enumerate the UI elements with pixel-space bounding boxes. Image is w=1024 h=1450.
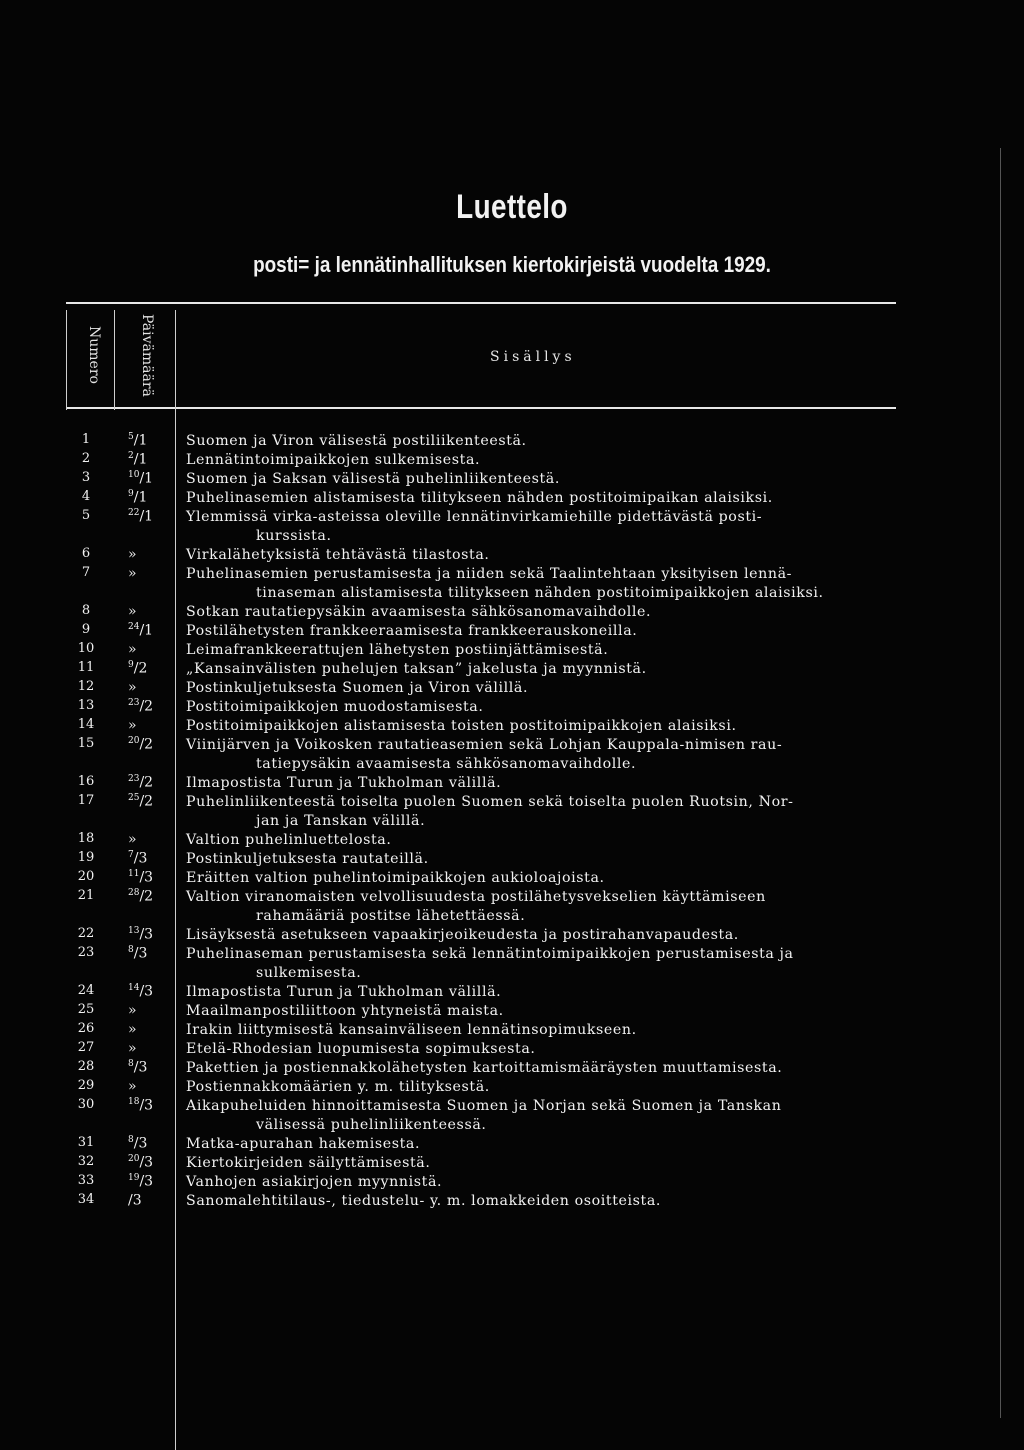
row-content	[186, 546, 896, 565]
row-content-line: Puhelinliikenteestä toiselta puolen Suomen sekä toiselta puolen Ruotsin, Nor-	[186, 794, 794, 810]
row-content-line: Sotkan rautatiepysäkin avaamisesta sähkösanomavaihdolle.	[186, 604, 652, 620]
table-row	[0, 1021, 1024, 1040]
row-content-line: Irakin liittymisestä kansainväliseen lennätinsopimukseen.	[186, 1022, 637, 1038]
row-content	[186, 641, 896, 660]
row-content-line: Viinijärven ja Voikosken rautatieasemien sekä Lohjan Kauppala-nimisen rau-	[186, 737, 783, 753]
row-number: 27	[77, 1040, 95, 1055]
row-date-month: /1	[133, 489, 148, 506]
row-date-day: 2	[128, 451, 134, 461]
row-number: 9	[81, 622, 91, 637]
row-content-line: Postitoimipaikkojen muodostamisesta.	[186, 699, 484, 715]
table-row	[0, 1192, 1024, 1211]
row-date	[128, 774, 172, 791]
table-row	[0, 622, 1024, 641]
row-date-day: 5	[128, 432, 134, 442]
row-number: 11	[77, 660, 95, 675]
row-date	[128, 622, 172, 639]
row-date	[128, 926, 172, 943]
row-number: 8	[81, 603, 91, 618]
table-row	[0, 1135, 1024, 1154]
row-date-month: /3	[133, 945, 148, 962]
row-number: 2	[81, 451, 91, 466]
row-content	[186, 660, 896, 679]
row-content-line: Valtion viranomaisten velvollisuudesta postilähetysvekselien käyttämiseen	[186, 889, 766, 905]
row-content	[186, 1097, 896, 1135]
row-date	[128, 565, 172, 582]
row-content-line: Leimafrankkeerattujen lähetysten postiinjättämisestä.	[186, 642, 609, 658]
row-content-line: Postiennakkomäärien y. m. tilityksestä.	[186, 1079, 490, 1095]
row-number: 24	[77, 983, 95, 998]
table-row	[0, 1040, 1024, 1059]
row-date-day: 22	[128, 508, 140, 518]
row-number: 3	[81, 470, 91, 485]
row-date	[128, 1173, 172, 1190]
column-divider-left	[66, 310, 67, 410]
row-date-month: »	[128, 1002, 137, 1019]
row-content	[186, 926, 896, 945]
row-date-month: »	[128, 1078, 137, 1095]
row-number: 25	[77, 1002, 95, 1017]
table-row	[0, 470, 1024, 489]
row-date	[128, 1135, 172, 1152]
row-content-continuation: välisessä puhelinliikenteessä.	[256, 1117, 487, 1133]
row-date	[128, 869, 172, 886]
row-date-month: »	[128, 641, 137, 658]
row-number: 22	[77, 926, 95, 941]
table-row	[0, 660, 1024, 679]
row-number: 14	[77, 717, 95, 732]
row-date-day: 8	[128, 945, 134, 955]
row-date-month: /3	[128, 1192, 142, 1209]
row-content-line: Aikapuheluiden hinnoittamisesta Suomen ja Norjan sekä Suomen ja Tanskan	[186, 1098, 782, 1114]
row-date-month: /3	[133, 1135, 148, 1152]
table-row	[0, 679, 1024, 698]
row-date-day: 11	[128, 869, 140, 879]
row-number: 12	[77, 679, 95, 694]
row-content-line: „Kansainvälisten puhelujen taksan” jakelusta ja myynnistä.	[186, 661, 647, 677]
row-number: 33	[77, 1173, 95, 1188]
row-number: 18	[77, 831, 95, 846]
row-date-month: /1	[133, 432, 148, 449]
row-content-line: Etelä-Rhodesian luopumisesta sopimuksesta.	[186, 1041, 536, 1057]
row-date-month: »	[128, 831, 137, 848]
row-content	[186, 1040, 896, 1059]
row-content-line: Puhelinasemien alistamisesta tilitykseen nähden postitoimipaikan alaisiksi.	[186, 490, 773, 506]
row-content-continuation: sulkemisesta.	[256, 965, 362, 981]
row-number: 16	[77, 774, 95, 789]
row-date	[128, 489, 172, 506]
table-row	[0, 1059, 1024, 1078]
row-content	[186, 451, 896, 470]
row-content	[186, 831, 896, 850]
row-date-day: 23	[128, 698, 140, 708]
row-date	[128, 432, 172, 449]
contents-table	[0, 432, 1024, 1211]
row-date-month: /1	[139, 508, 154, 525]
row-content-line: Ylemmissä virka-asteissa oleville lennätinvirkamiehille pidettävästä posti-	[186, 509, 763, 525]
row-content	[186, 1021, 896, 1040]
row-content-line: Pakettien ja postiennakkolähetysten kartoittamismääräysten muuttamisesta.	[186, 1060, 783, 1076]
row-content-line: Postinkuljetuksesta Suomen ja Viron välillä.	[186, 680, 529, 696]
row-date	[128, 1059, 172, 1076]
row-date	[128, 983, 172, 1000]
row-number: 1	[81, 432, 91, 447]
row-number: 26	[77, 1021, 95, 1036]
row-date-day: 19	[128, 1173, 140, 1183]
row-date	[128, 736, 172, 753]
row-number: 13	[77, 698, 95, 713]
row-content-line: Puhelinaseman perustamisesta sekä lennätintoimipaikkojen perustamisesta ja	[186, 946, 794, 962]
top-rule	[66, 302, 896, 304]
table-row	[0, 793, 1024, 831]
row-number: 21	[77, 888, 95, 903]
row-content-line: Lisäyksestä asetukseen vapaakirjeoikeudesta ja postirahanvapaudesta.	[186, 927, 739, 943]
row-number: 5	[81, 508, 91, 523]
header-rule	[66, 407, 896, 409]
row-date-day: 8	[128, 1059, 134, 1069]
row-number: 28	[77, 1059, 95, 1074]
row-date-month: /2	[139, 736, 154, 753]
row-number: 30	[77, 1097, 95, 1112]
row-content	[186, 1173, 896, 1192]
table-row	[0, 451, 1024, 470]
row-date-month: /2	[133, 660, 148, 677]
row-content	[186, 622, 896, 641]
table-row	[0, 1173, 1024, 1192]
row-content-continuation: tinaseman alistamisesta tilitykseen nähden postitoimipaikkojen alaisiksi.	[256, 585, 824, 601]
row-date	[128, 1021, 172, 1038]
row-date-month: /1	[133, 451, 148, 468]
table-row	[0, 489, 1024, 508]
row-content-line: Matka-apurahan hakemisesta.	[186, 1136, 421, 1152]
row-content-continuation: rahamääriä postitse lähetettäessä.	[256, 908, 526, 924]
row-date-month: /3	[133, 850, 148, 867]
row-content-line: Ilmapostista Turun ja Tukholman välillä.	[186, 775, 502, 791]
row-content-line: Vanhojen asiakirjojen myynnistä.	[186, 1174, 443, 1190]
column-header-paivamaara: Päivämäärä	[139, 314, 155, 397]
row-date-month: /3	[139, 926, 154, 943]
row-content	[186, 869, 896, 888]
row-date-month: /3	[139, 1097, 154, 1114]
table-row	[0, 774, 1024, 793]
row-date-month: /1	[139, 470, 154, 487]
row-date-month: /3	[139, 1154, 154, 1171]
row-content-line: Kiertokirjeiden säilyttämisestä.	[186, 1155, 431, 1171]
table-row	[0, 546, 1024, 565]
row-content-line: Maailmanpostiliittoon yhtyneistä maista.	[186, 1003, 504, 1019]
row-content	[186, 736, 896, 774]
row-date-month: /1	[139, 622, 154, 639]
table-row	[0, 432, 1024, 451]
row-date	[128, 470, 172, 487]
page-subtitle: posti= ja lennätinhallituksen kiertokirjeistä vuodelta 1929.	[253, 252, 771, 277]
row-content-line: Ilmapostista Turun ja Tukholman välillä.	[186, 984, 502, 1000]
row-number: 4	[81, 489, 91, 504]
row-date	[128, 451, 172, 468]
row-content-line: Puhelinasemien perustamisesta ja niiden sekä Taalintehtaan yksityisen lennä-	[186, 566, 793, 582]
row-date-month: /3	[139, 869, 154, 886]
row-content-continuation: tatiepysäkin avaamisesta sähkösanomavaihdolle.	[256, 756, 637, 772]
table-row	[0, 869, 1024, 888]
row-content	[186, 1059, 896, 1078]
row-date-month: /3	[133, 1059, 148, 1076]
table-row	[0, 698, 1024, 717]
row-date-day: 24	[128, 622, 140, 632]
row-number: 23	[77, 945, 95, 960]
row-date-month: /2	[139, 774, 154, 791]
row-content	[186, 945, 896, 983]
table-row	[0, 926, 1024, 945]
row-content-line: Sanomalehtitilaus-, tiedustelu- y. m. lomakkeiden osoitteista.	[186, 1193, 662, 1209]
row-date	[128, 1192, 172, 1209]
row-date-day: 25	[128, 793, 140, 803]
row-date-day: 14	[128, 983, 140, 993]
row-content-line: Suomen ja Viron välisestä postiliikenteestä.	[186, 433, 527, 449]
row-date-day: 10	[128, 470, 140, 480]
row-content-continuation: jan ja Tanskan välillä.	[256, 813, 426, 829]
row-number: 6	[81, 546, 91, 561]
row-date-day: 7	[128, 850, 134, 860]
row-content-line: Postitoimipaikkojen alistamisesta toisten postitoimipaikkojen alaisiksi.	[186, 718, 737, 734]
row-content	[186, 489, 896, 508]
table-row	[0, 888, 1024, 926]
table-row	[0, 1002, 1024, 1021]
row-number: 17	[77, 793, 95, 808]
row-number: 19	[77, 850, 95, 865]
row-date-day: 23	[128, 774, 140, 784]
row-date-day: 28	[128, 888, 140, 898]
row-content	[186, 603, 896, 622]
row-date-month: /2	[139, 793, 154, 810]
row-date	[128, 679, 172, 696]
row-date-day: 8	[128, 1135, 134, 1145]
row-content	[186, 565, 896, 603]
row-date-day: 20	[128, 1154, 140, 1164]
table-row	[0, 1154, 1024, 1173]
row-date-month: »	[128, 679, 137, 696]
table-row	[0, 1078, 1024, 1097]
column-header-numero: Numero	[86, 326, 102, 384]
row-date-day: 9	[128, 660, 134, 670]
row-date-month: »	[128, 603, 137, 620]
row-date	[128, 1002, 172, 1019]
row-date	[128, 888, 172, 905]
row-content-line: Postilähetysten frankkeeraamisesta frankkeerauskoneilla.	[186, 623, 638, 639]
row-content	[186, 470, 896, 489]
row-content	[186, 793, 896, 831]
row-content	[186, 1192, 896, 1211]
row-date	[128, 660, 172, 677]
row-content	[186, 774, 896, 793]
row-date	[128, 1040, 172, 1057]
row-date-day: 13	[128, 926, 140, 936]
row-content-line: Valtion puhelinluettelosta.	[186, 832, 392, 848]
row-date-month: »	[128, 1021, 137, 1038]
table-row	[0, 603, 1024, 622]
row-content-continuation: kurssista.	[256, 528, 332, 544]
row-number: 31	[77, 1135, 95, 1150]
row-content	[186, 698, 896, 717]
row-date	[128, 945, 172, 962]
row-content	[186, 1135, 896, 1154]
row-content	[186, 888, 896, 926]
row-date-day: 20	[128, 736, 140, 746]
table-row	[0, 983, 1024, 1002]
row-content-line: Eräitten valtion puhelintoimipaikkojen aukioloajoista.	[186, 870, 605, 886]
table-row	[0, 565, 1024, 603]
row-date	[128, 603, 172, 620]
table-row	[0, 717, 1024, 736]
row-date-month: »	[128, 546, 137, 563]
row-number: 10	[77, 641, 95, 656]
row-number: 29	[77, 1078, 95, 1093]
row-date	[128, 1097, 172, 1114]
row-date	[128, 641, 172, 658]
row-date-month: /3	[139, 983, 154, 1000]
row-content-line: Lennätintoimipaikkojen sulkemisesta.	[186, 452, 481, 468]
row-content	[186, 1078, 896, 1097]
table-row	[0, 1097, 1024, 1135]
row-content	[186, 508, 896, 546]
row-content-line: Virkalähetyksistä tehtävästä tilastosta.	[186, 547, 490, 563]
row-date-month: »	[128, 717, 137, 734]
row-content	[186, 717, 896, 736]
row-content-line: Suomen ja Saksan välisestä puhelinliikenteestä.	[186, 471, 560, 487]
row-number: 32	[77, 1154, 95, 1169]
row-content	[186, 1154, 896, 1173]
row-number: 34	[77, 1192, 95, 1207]
row-date-month: /2	[139, 888, 154, 905]
row-date	[128, 508, 172, 525]
row-date-month: /2	[139, 698, 154, 715]
row-date	[128, 1154, 172, 1171]
row-date-month: /3	[139, 1173, 154, 1190]
row-number: 7	[81, 565, 91, 580]
row-content	[186, 432, 896, 451]
row-content	[186, 983, 896, 1002]
table-row	[0, 945, 1024, 983]
table-row	[0, 641, 1024, 660]
row-date-day: 18	[128, 1097, 140, 1107]
row-date	[128, 717, 172, 734]
row-date	[128, 698, 172, 715]
column-divider-numero	[114, 310, 115, 410]
row-date	[128, 850, 172, 867]
row-date	[128, 793, 172, 810]
column-header-sisallys: Sisällys	[490, 349, 576, 365]
row-content-line: Postinkuljetuksesta rautateillä.	[186, 851, 429, 867]
row-content	[186, 679, 896, 698]
row-date	[128, 831, 172, 848]
row-number: 20	[77, 869, 95, 884]
table-row	[0, 831, 1024, 850]
row-date	[128, 546, 172, 563]
row-content	[186, 1002, 896, 1021]
row-date	[128, 1078, 172, 1095]
table-row	[0, 850, 1024, 869]
row-content	[186, 850, 896, 869]
row-date-month: »	[128, 1040, 137, 1057]
row-date-day: 9	[128, 489, 134, 499]
table-row	[0, 508, 1024, 546]
row-date-month: »	[128, 565, 137, 582]
page-title: Luettelo	[456, 188, 568, 226]
table-row	[0, 736, 1024, 774]
row-number: 15	[77, 736, 95, 751]
